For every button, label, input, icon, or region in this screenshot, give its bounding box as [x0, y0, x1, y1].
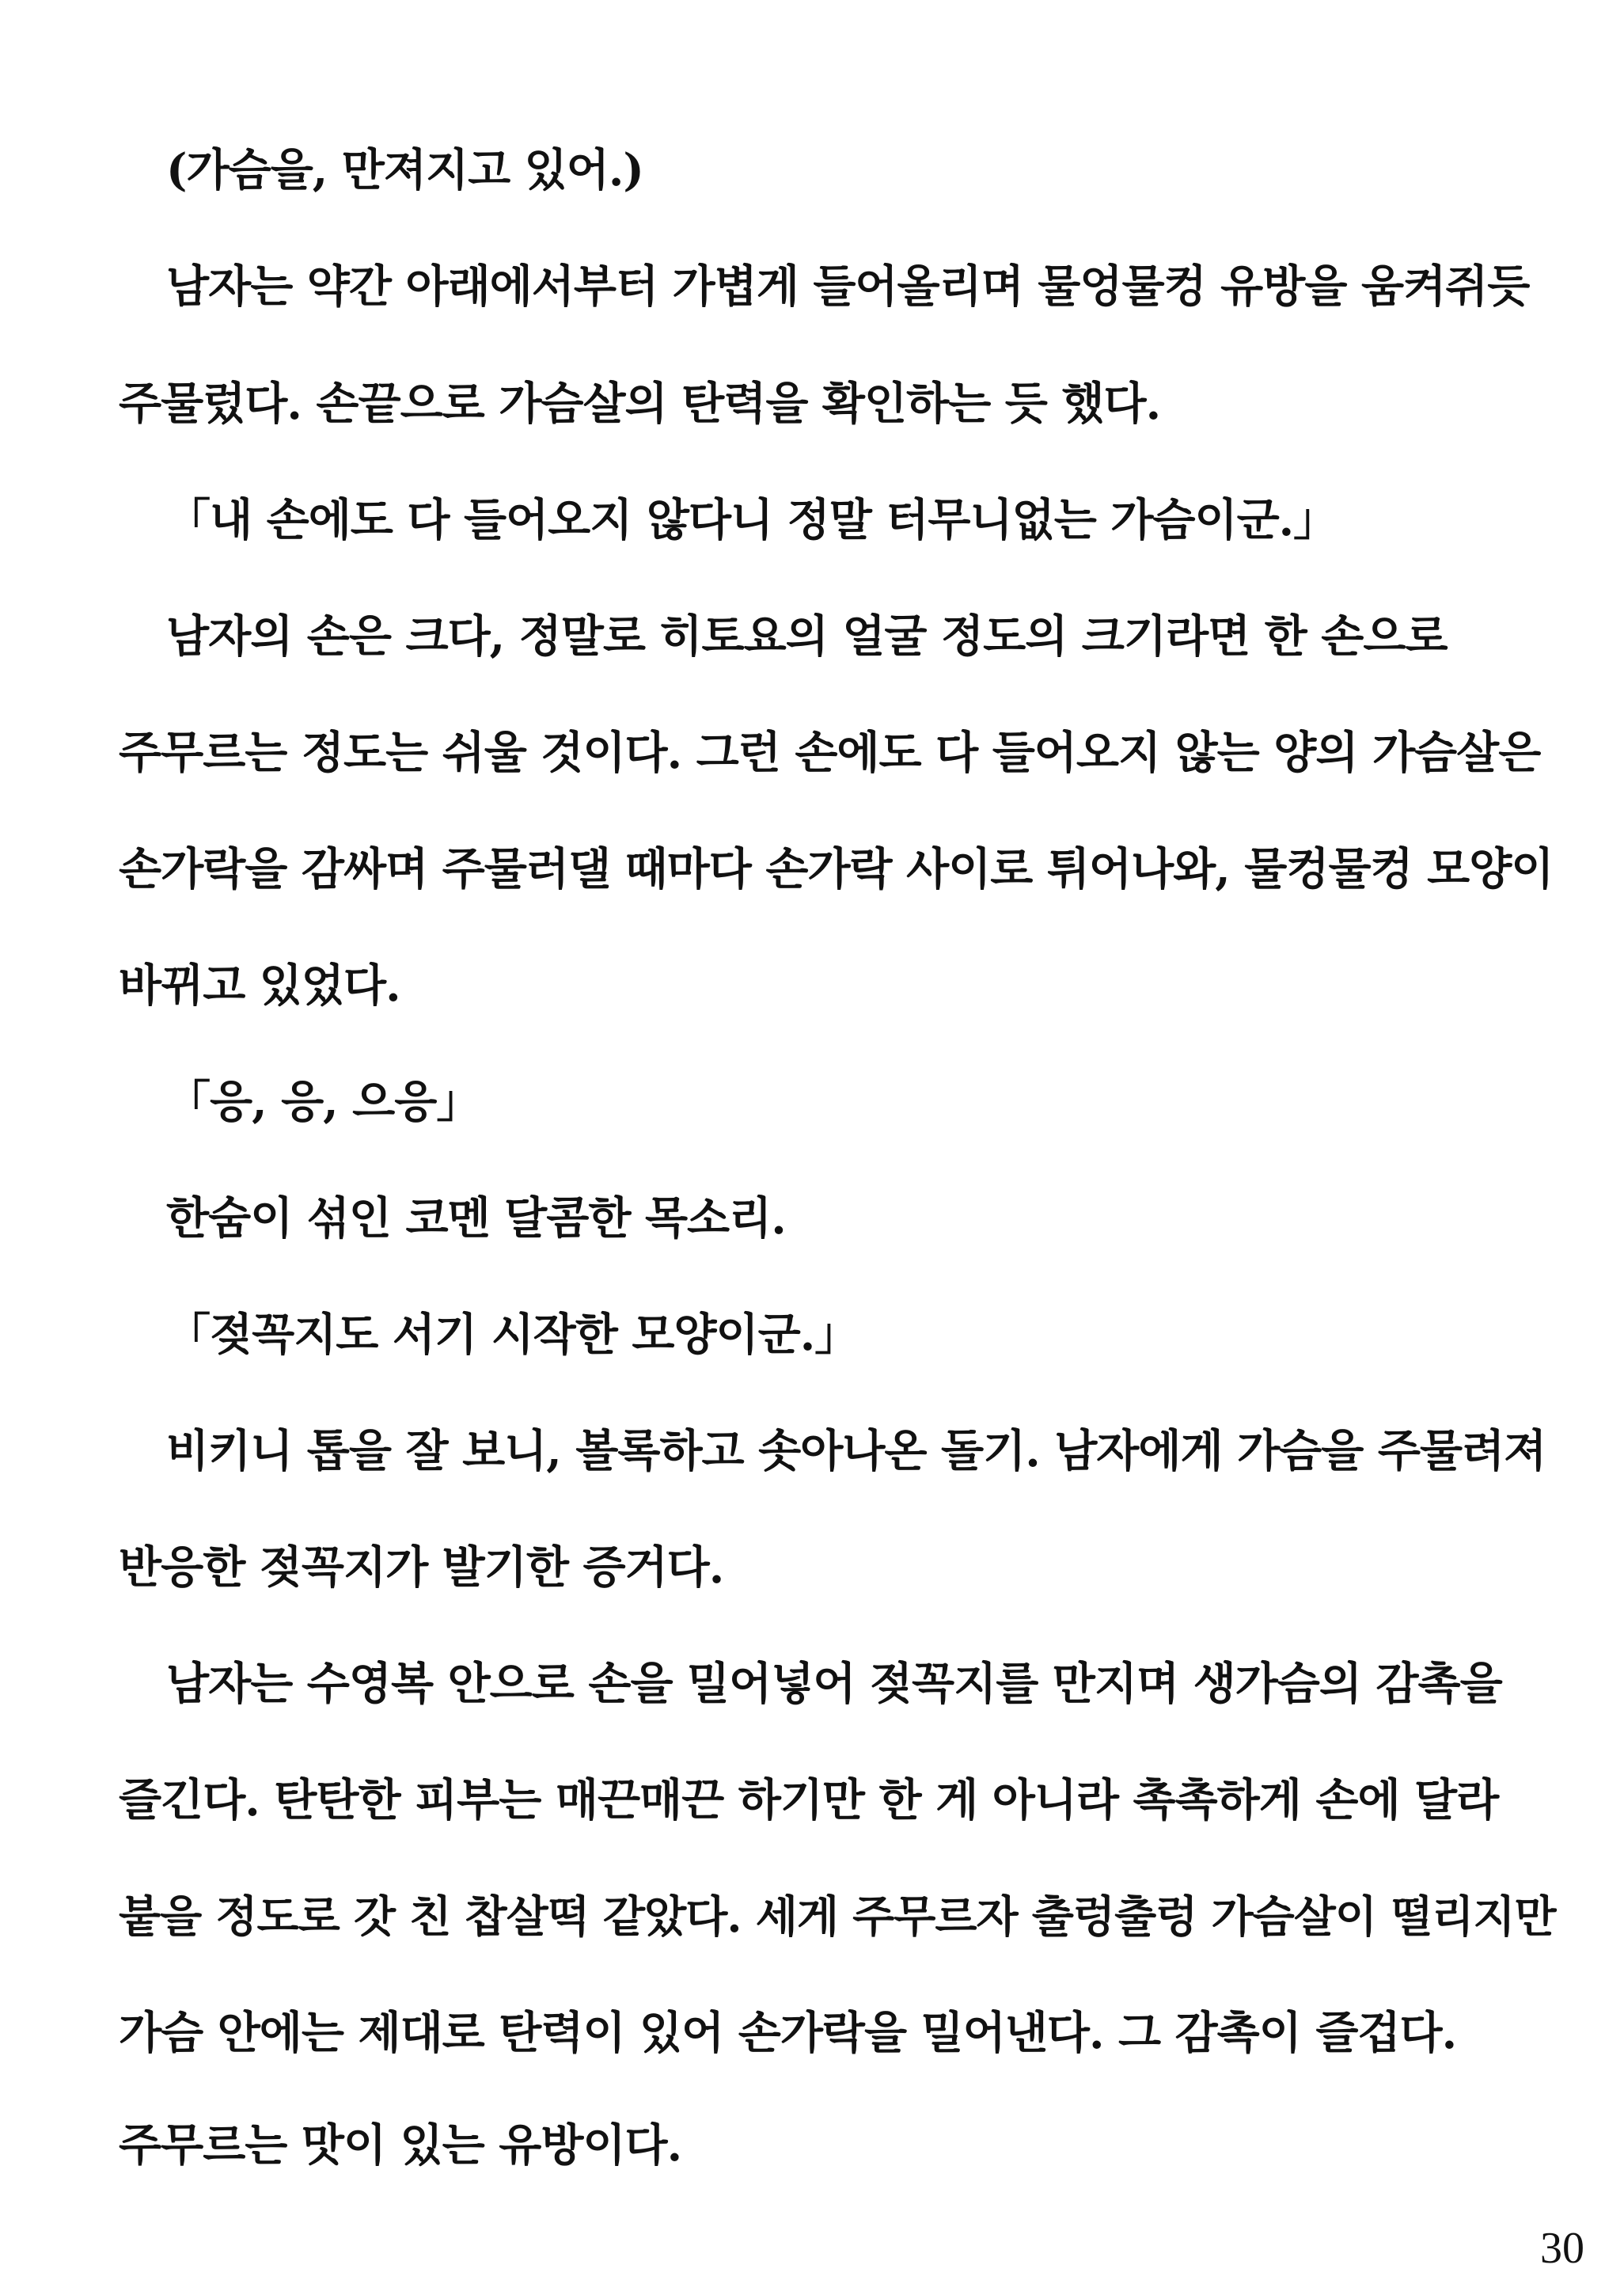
text-line: (가슴을, 만져지고 있어.) [166, 144, 643, 196]
text-line: 손가락을 감싸며 주물러댈 때마다 손가락 사이로 튀어나와, 물컹물컹 모양이 [119, 843, 1554, 895]
text-line: 반응한 젖꼭지가 발기한 증거다. [119, 1541, 724, 1594]
text-line: 가슴 안에는 제대로 탄력이 있어 손가락을 밀어낸다. 그 감촉이 즐겁다. [119, 2007, 1457, 2059]
text-line: 바뀌고 있었다. [119, 960, 400, 1012]
text-line: 주무르는 정도는 쉬울 것이다. 그런 손에도 다 들어오지 않는 양의 가슴살은 [119, 727, 1541, 779]
text-line: 남자는 약간 아래에서부터 가볍게 들어올리며 물엉물컹 유방을 움켜쥐듯 [166, 260, 1530, 313]
text-line: 「젖꼭지도 서기 시작한 모양이군.」 [166, 1309, 859, 1361]
text-line: 남자의 손은 크다, 정말로 히토요의 얼굴 정도의 크기라면 한 손으로 [166, 610, 1448, 663]
text-line: 「내 손에도 다 들어오지 않다니 정말 터무니없는 가슴이군.」 [166, 494, 1338, 546]
text-line: 「응, 응, 으응」 [166, 1076, 480, 1128]
text-line: 주무르는 맛이 있는 유방이다. [119, 2119, 682, 2172]
text-line: 남자는 수영복 안으로 손을 밀어넣어 젖꼭지를 만지며 생가슴의 감촉을 [166, 1658, 1502, 1710]
text-line: 붙을 정도로 갓 친 찹살떡 같았다. 세게 주무르자 출렁출렁 가슴살이 떨리지만 [119, 1890, 1556, 1942]
text-line: 한숨이 섞인 코멘 달콤한 목소리. [166, 1192, 786, 1244]
text-line: 즐긴다. 탄탄한 피부는 매끈매끈 하기만 한 게 아니라 촉촉하게 손에 달라 [119, 1774, 1499, 1826]
text-line: 주물렀다. 손끝으로 가슴살의 탄력을 확인하는 듯 했다. [119, 378, 1161, 430]
text-line: 비키니 톱을 잘 보니, 볼록하고 솟아나온 돌기. 남자에게 가슴을 주물려져 [166, 1425, 1546, 1477]
page-number: 30 [1540, 2224, 1584, 2273]
